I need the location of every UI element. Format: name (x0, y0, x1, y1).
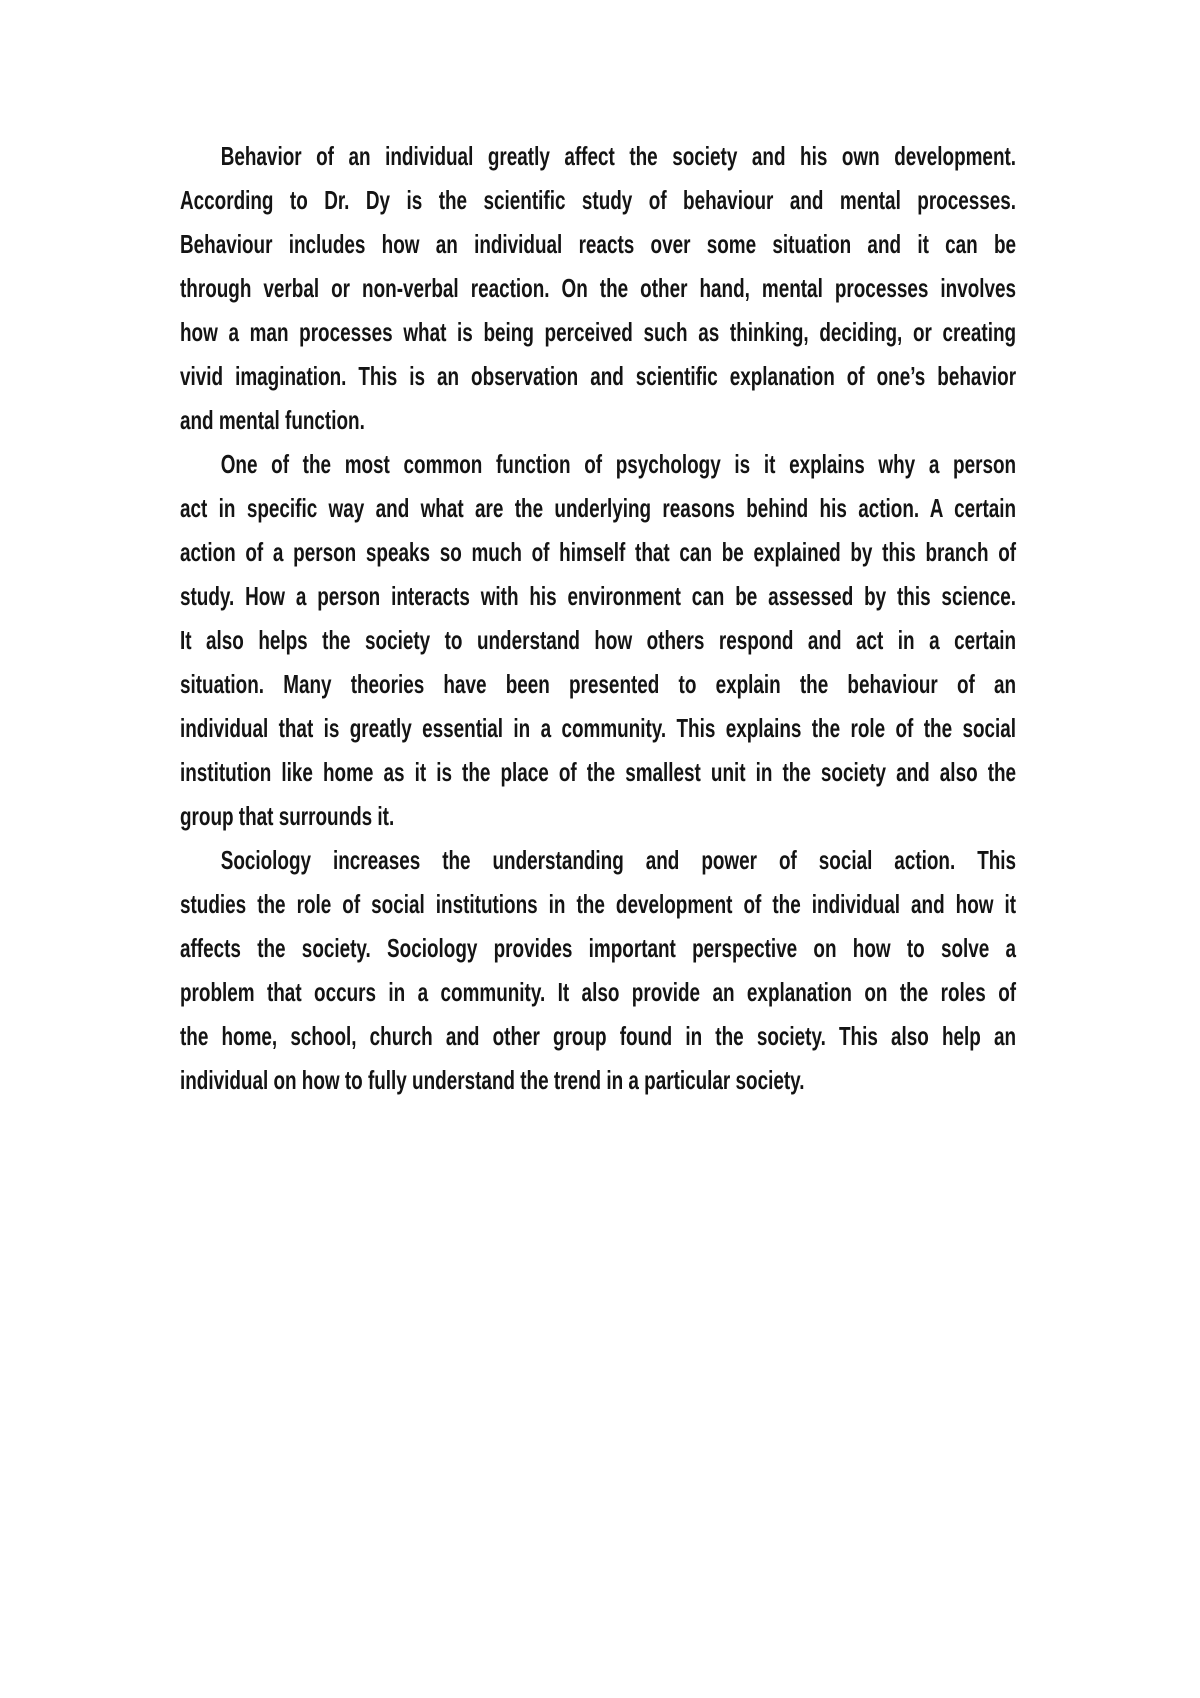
text-line: the home, school, church and other group found in the society. This also help an (180, 1021, 1017, 1051)
text-line: Sociology increases the understanding and power of social action. This (220, 845, 1017, 875)
text-line: study. How a person interacts with his environment can be assessed by this science. (180, 581, 1017, 611)
document-body (180, 134, 1016, 1102)
text-line: individual that is greatly essential in a community. This explains the role of the social (180, 713, 1017, 743)
text-line: problem that occurs in a community. It also provide an explanation on the roles of (180, 977, 1017, 1007)
text-line: through verbal or non-verbal reaction. On the other hand, mental processes involves (180, 273, 1017, 303)
text-line: Behaviour includes how an individual reacts over some situation and it can be (180, 229, 1017, 259)
text-line: According to Dr. Dy is the scientific study of behaviour and mental processes. (180, 185, 1017, 215)
text-line: act in specific way and what are the underlying reasons behind his action. A certain (180, 493, 1017, 523)
text-line: group that surrounds it. (180, 801, 395, 831)
text-line: individual on how to fully understand the trend in a particular society. (180, 1065, 805, 1095)
text-line: It also helps the society to understand how others respond and act in a certain (180, 625, 1017, 655)
text-line: Behavior of an individual greatly affect the society and his own development. (220, 141, 1017, 171)
text-line: institution like home as it is the place of the smallest unit in the society and also the (180, 757, 1017, 787)
text-line: action of a person speaks so much of himself that can be explained by this branch of (180, 537, 1017, 567)
text-line: One of the most common function of psychology is it explains why a person (220, 449, 1017, 479)
text-line: and mental function. (180, 405, 365, 435)
text-line: studies the role of social institutions in the development of the individual and how it (180, 889, 1017, 919)
text-line: vivid imagination. This is an observation and scientific explanation of one’s behavior (180, 361, 1017, 391)
text-line: situation. Many theories have been presented to explain the behaviour of an (180, 669, 1017, 699)
text-line: how a man processes what is being perceived such as thinking, deciding, or creating (180, 317, 1017, 347)
text-line: affects the society. Sociology provides important perspective on how to solve a (180, 933, 1017, 963)
